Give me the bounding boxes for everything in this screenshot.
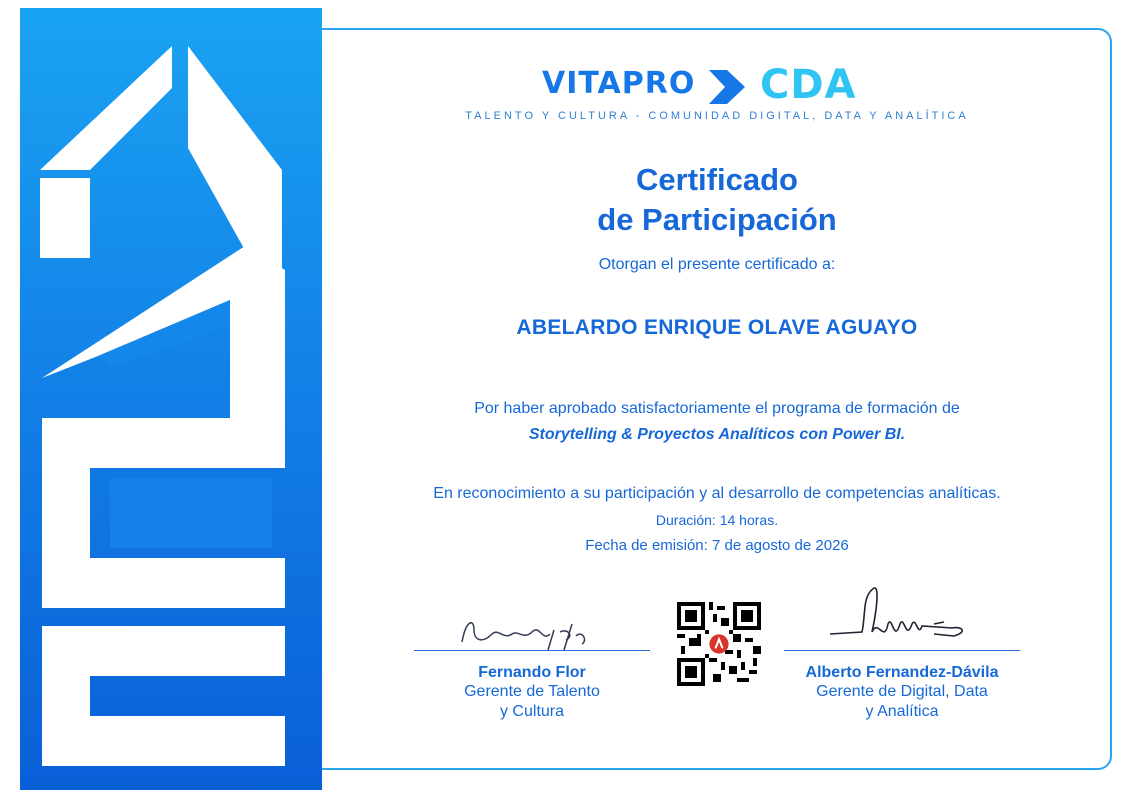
tagline: TALENTO Y CULTURA - COMUNIDAD DIGITAL, DATA Y ANALÍTICA — [465, 110, 969, 122]
approval-text: Por haber aprobado satisfactoriamente el programa de formación de — [474, 400, 960, 417]
signer-role-line-1: Gerente de Digital, Data — [816, 683, 988, 700]
program-name: Storytelling & Proyectos Analíticos con Power BI. — [528, 426, 906, 443]
duration-text: Duración: 14 horas. — [655, 512, 779, 528]
signature-block-left — [414, 664, 650, 722]
cda-wordmark: CDA — [760, 62, 857, 108]
certificate-content — [322, 28, 1112, 770]
signer-role-line-1: Gerente de Talento — [464, 683, 600, 700]
signature-line-left — [414, 650, 650, 651]
certificate-title — [322, 160, 1112, 240]
signer-name: Fernando Flor — [478, 664, 586, 681]
signature-alberto-fernandez-davila-icon — [822, 584, 972, 664]
vitapro-cda-logo — [542, 62, 857, 108]
issue-date-text: Fecha de emisión: 7 de agosto de 2026 — [585, 537, 849, 554]
signer-role-line-2: y Cultura — [499, 703, 565, 720]
qr-code-icon — [677, 602, 761, 686]
vitapro-wordmark: VITAPRO — [542, 66, 696, 101]
signature-block-right — [784, 664, 1020, 722]
signer-name: Alberto Fernandez-Dávila — [805, 664, 999, 681]
signature-line-right — [784, 650, 1020, 651]
title-line-1: Certificado — [636, 162, 798, 197]
recipient-name: ABELARDO ENRIQUE OLAVE AGUAYO — [516, 316, 918, 339]
cda-large-logo-icon — [20, 8, 322, 790]
signer-role-line-2: y Analítica — [865, 703, 939, 720]
recognition-text: En reconocimiento a su participación y al desarrollo de competencias analíticas. — [433, 485, 1001, 502]
side-panel-cda-logo — [20, 8, 322, 790]
chevron-right-icon — [705, 68, 747, 106]
intro-text: Otorgan el presente certificado a: — [598, 256, 836, 273]
title-line-2: de Participación — [597, 202, 837, 237]
